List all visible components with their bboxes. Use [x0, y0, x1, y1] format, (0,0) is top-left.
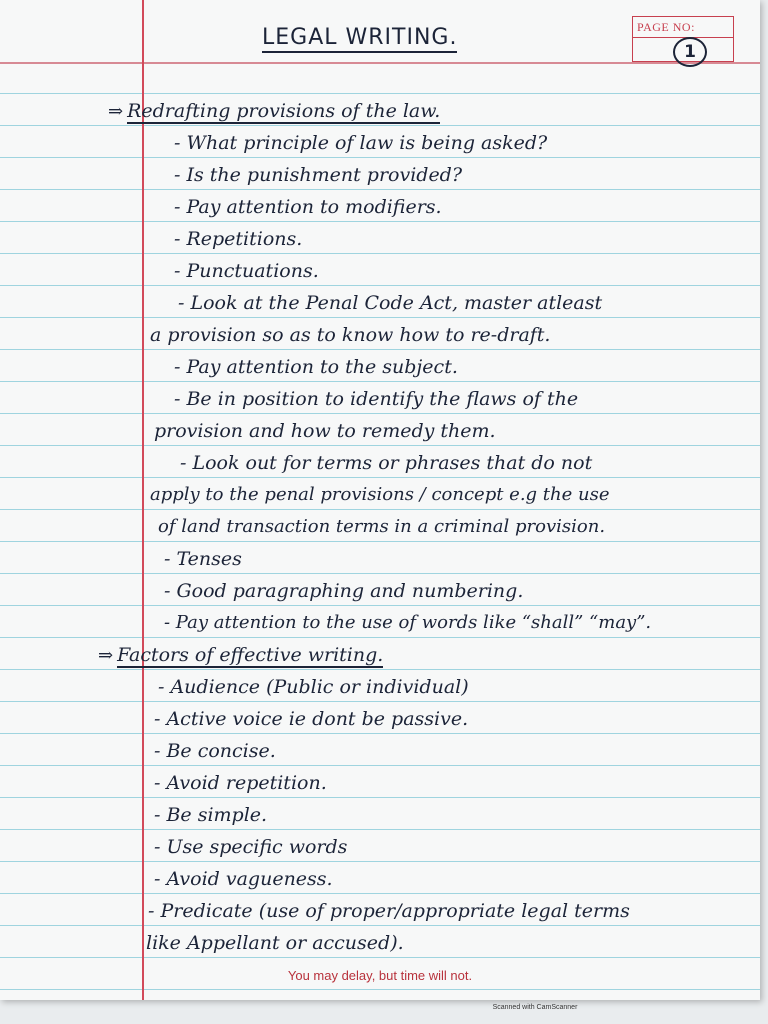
note-line: - Punctuations. [174, 260, 319, 282]
note-line: - Be in position to identify the flaws of the [174, 388, 579, 410]
scanner-watermark: Scanned with CamScanner [492, 1004, 578, 1011]
footer-quote: You may delay, but time will not. [287, 968, 473, 983]
note-line: - Look out for terms or phrases that do not [180, 452, 593, 474]
note-line: - Tenses [164, 548, 242, 570]
section-heading [108, 95, 440, 127]
note-line: like Appellant or accused). [146, 932, 404, 954]
section-heading-text: Redrafting provisions of the law. [127, 100, 441, 122]
page-title: LEGAL WRITING. [262, 25, 457, 53]
section-heading-text: Factors of effective writing. [117, 644, 384, 666]
note-line: - Is the punishment provided? [174, 164, 463, 186]
note-line: - Pay attention to the subject. [174, 356, 458, 378]
note-line: apply to the penal provisions / concept e.g the use [150, 484, 610, 505]
note-line: - Audience (Public or individual) [158, 676, 469, 698]
note-line: provision and how to remedy them. [154, 420, 496, 442]
double-arrow-icon: ⇒ [108, 101, 124, 122]
note-line: - Active voice ie dont be passive. [154, 708, 469, 730]
top-rule [0, 62, 760, 64]
note-line: - Repetitions. [174, 228, 303, 250]
note-line: of land transaction terms in a criminal provision. [158, 516, 606, 537]
note-line: - Avoid repetition. [154, 772, 327, 794]
page-label: PAGE NO: [637, 20, 695, 34]
margin-line [142, 0, 144, 1000]
page-number: 1 [673, 37, 707, 67]
note-line: - Good paragraphing and numbering. [164, 580, 524, 602]
note-line: - Avoid vagueness. [154, 868, 333, 890]
note-line: - Look at the Penal Code Act, master atleast [178, 292, 603, 314]
page-number-box [632, 16, 734, 62]
note-line: - Be concise. [154, 740, 276, 762]
note-line: - Use specific words [154, 836, 348, 858]
note-line: - Be simple. [154, 804, 268, 826]
section-heading [98, 639, 383, 671]
note-line: - What principle of law is being asked? [174, 132, 548, 154]
double-arrow-icon: ⇒ [98, 645, 114, 666]
note-line: - Pay attention to the use of words like “shall” “may”. [164, 612, 652, 633]
note-line: - Predicate (use of proper/appropriate legal terms [148, 900, 630, 922]
note-line: - Pay attention to modifiers. [174, 196, 442, 218]
note-line: a provision so as to know how to re-draft. [150, 324, 551, 346]
